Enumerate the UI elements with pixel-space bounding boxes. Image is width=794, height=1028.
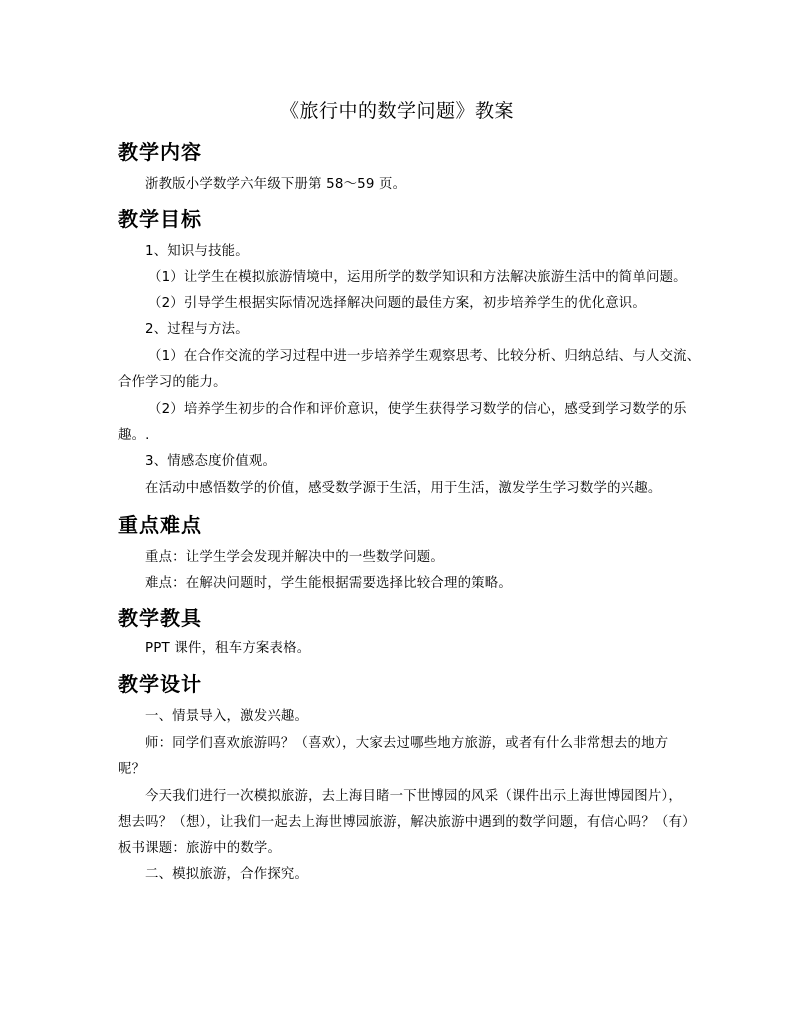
- design-line: 师：同学们喜欢旅游吗？（喜欢），大家去过哪些地方旅游，或者有什么非常想去的地方: [145, 736, 669, 751]
- goals-line: 合作学习的能力。: [118, 375, 227, 390]
- goals-line: （2）引导学生根据实际情况选择解决问题的最佳方案，初步培养学生的优化意识。: [148, 296, 646, 311]
- goals-line: 3、情感态度价值观。: [145, 454, 277, 469]
- document-title: 《旅行中的数学问题》教案: [279, 100, 514, 122]
- design-line: 想去吗？（想），让我们一起去上海世博园旅游，解决旅游中遇到的数学问题，有信心吗？（有）: [118, 815, 696, 830]
- goals-line: （1）让学生在模拟旅游情境中，运用所学的数学知识和方法解决旅游生活中的简单问题。: [148, 270, 687, 285]
- goals-line: 2、过程与方法。: [145, 322, 249, 337]
- design-line: 二、模拟旅游，合作探究。: [145, 867, 309, 882]
- section-heading-tools: 教学教具: [118, 606, 202, 630]
- design-line: 呢？: [118, 762, 146, 777]
- design-line: 板书课题：旅游中的数学。: [118, 841, 282, 856]
- goals-line: 1、知识与技能。: [145, 244, 249, 259]
- design-line: 今天我们进行一次模拟旅游，去上海目睹一下世博园的风采（课件出示上海世博园图片），: [145, 789, 682, 804]
- keypoints-line: 难点：在解决问题时，学生能根据需要选择比较合理的策略。: [145, 576, 512, 591]
- goals-line: （2）培养学生初步的合作和评价意识，使学生获得学习数学的信心，感受到学习数学的乐: [148, 402, 687, 417]
- section-heading-content: 教学内容: [118, 140, 202, 164]
- goals-line: 在活动中感悟数学的价值，感受数学源于生活，用于生活，激发学生学习数学的兴趣。: [145, 481, 662, 496]
- tools-line: PPT 课件，租车方案表格。: [145, 641, 311, 656]
- goals-line: 趣。.: [118, 428, 150, 443]
- section-heading-design: 教学设计: [118, 672, 202, 696]
- goals-line: （1）在合作交流的学习过程中进一步培养学生观察思考、比较分析、归纳总结、与人交流、: [148, 349, 701, 364]
- keypoints-line: 重点：让学生学会发现并解决中的一些数学问题。: [145, 550, 444, 565]
- content-line: 浙教版小学数学六年级下册第 58～59 页。: [145, 177, 407, 192]
- design-line: 一、情景导入，激发兴趣。: [145, 709, 309, 724]
- section-heading-keypoints: 重点难点: [118, 513, 202, 537]
- section-heading-goals: 教学目标: [118, 207, 202, 231]
